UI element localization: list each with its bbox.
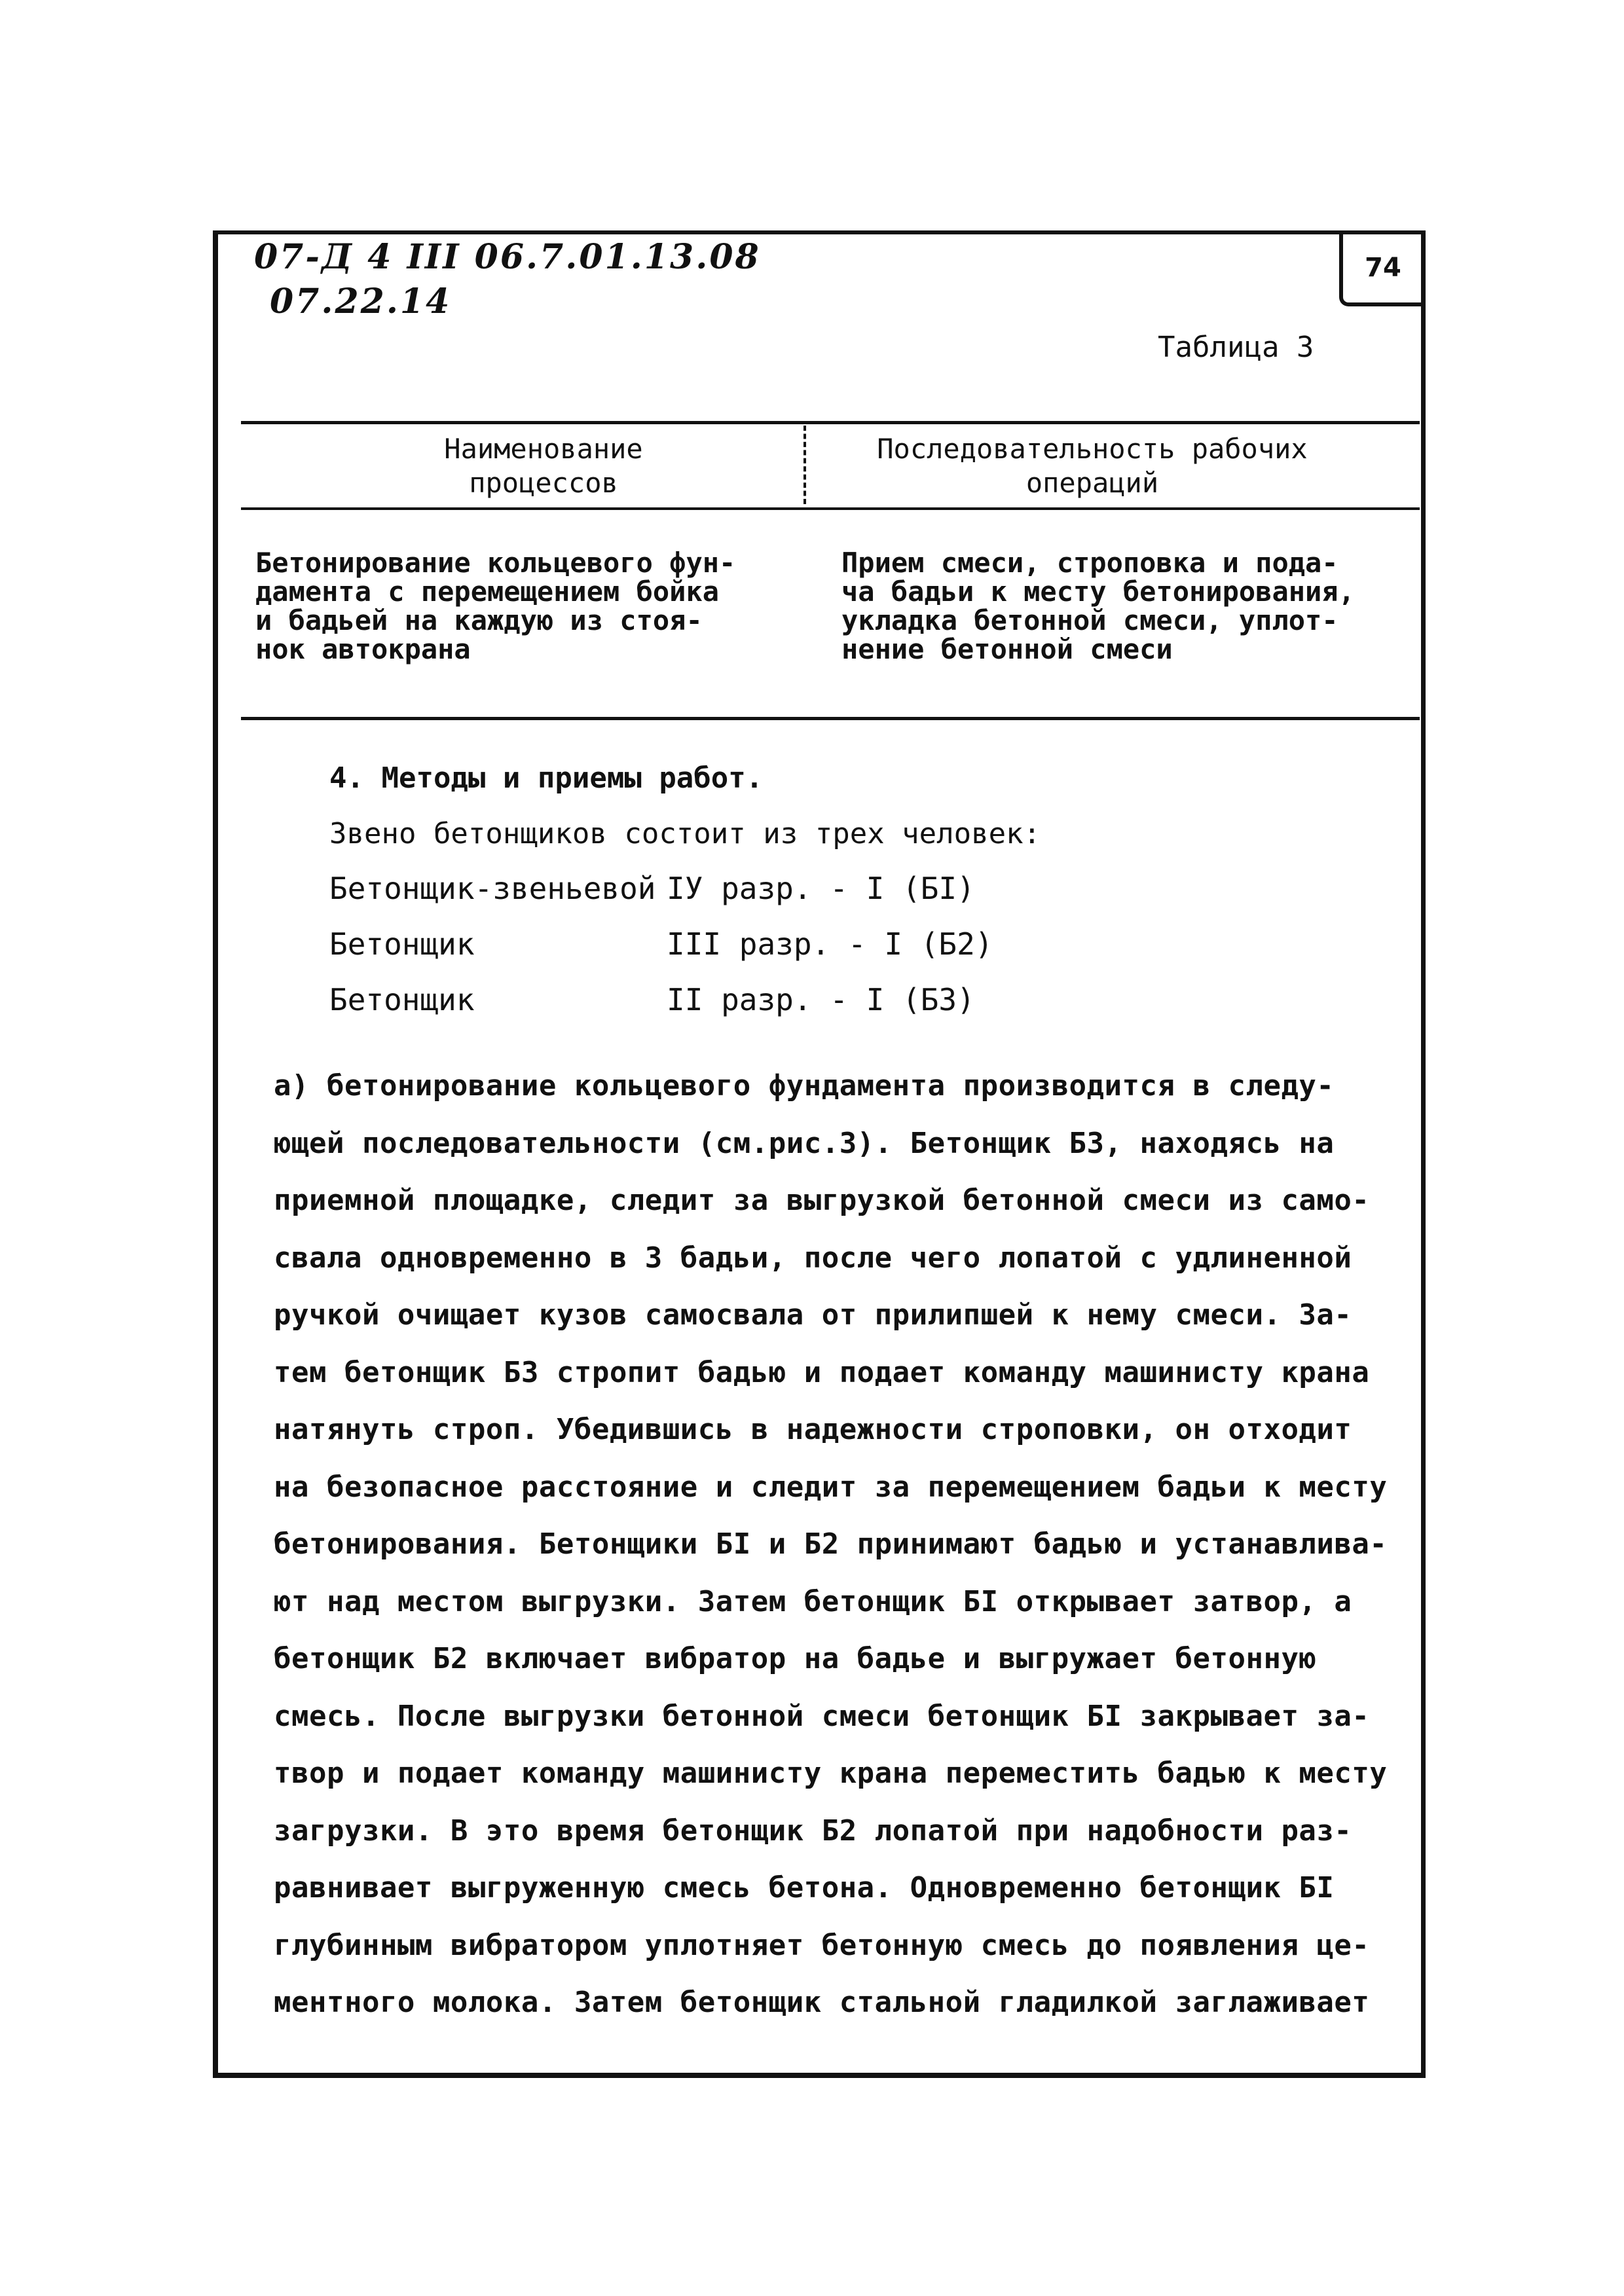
body-line: ручкой очищает кузов самосвала от прилипшей к нему смеси. За- (274, 1298, 1352, 1332)
section-heading: 4. Методы и приемы работ. (329, 761, 764, 795)
body-line: глубинным вибратором уплотняет бетонную смесь до появления це- (274, 1928, 1370, 1962)
body-paragraph (274, 1057, 1393, 2032)
table-label: Таблица 3 (1158, 331, 1314, 364)
body-line: а) бетонирование кольцевого фундамента производится в следу- (274, 1069, 1335, 1102)
body-line: свала одновременно в 3 бадьи, после чего лопатой с удлиненной (274, 1241, 1352, 1275)
body-line: ют над местом выгрузки. Затем бетонщик БI открывает затвор, а (274, 1584, 1352, 1618)
body-line: тем бетонщик Б3 стропит бадью и подает команду машинисту крана (274, 1355, 1370, 1389)
body-line: ющей последовательности (см.рис.3). Бетонщик Б3, находясь на (274, 1126, 1335, 1160)
crew-rank: II разр. - I (Б3) (667, 982, 975, 1017)
body-line: бетонирования. Бетонщики БI и Б2 принимают бадью и устанавлива- (274, 1527, 1388, 1561)
crew-name: Бетонщик-звеньевой (329, 871, 656, 906)
table-header-rule (241, 507, 1420, 510)
column-divider (803, 426, 806, 504)
column-header-operations: Последовательность рабочих операций (877, 433, 1308, 499)
body-line: равнивает выгруженную смесь бетона. Одновременно бетонщик БI (274, 1871, 1335, 1904)
crew-name: Бетонщик (329, 982, 475, 1017)
body-line: бетонщик Б2 включает вибратор на бадье и выгружает бетонную (274, 1642, 1317, 1675)
column-header-process: Наименование процессов (444, 433, 643, 499)
body-line: натянуть строп. Убедившись в надежности строповки, он отходит (274, 1413, 1352, 1446)
body-line: на безопасное расстояние и следит за перемещением бадьи к месту (274, 1470, 1388, 1504)
page-number: 74 (1339, 233, 1423, 306)
crew-intro: Звено бетонщиков состоит из трех человек: (329, 817, 1041, 850)
table-cell-operations: Прием смеси, строповка и пода- ча бадьи к месту бетонирования, укладка бетонной смеси, уплот- нение бетонной смеси (841, 547, 1355, 665)
body-line: приемной площадке, следит за выгрузкой бетонной смеси из само- (274, 1184, 1370, 1217)
body-line: смесь. После выгрузки бетонной смеси бетонщик БI закрывает за- (274, 1699, 1370, 1733)
body-line: ментного молока. Затем бетонщик стальной гладилкой заглаживает (274, 1986, 1370, 2019)
body-line: твор и подает команду машинисту крана переместить бадью к месту (274, 1757, 1388, 1790)
document-code-line1: 07-Д 4 III 06.7.01.13.08 (254, 237, 761, 277)
crew-rank: IУ разр. - I (БI) (667, 871, 975, 906)
document-code-line2: 07.22.14 (270, 282, 452, 321)
table-cell-process: Бетонирование кольцевого фун- дамента с перемещением бойка и бадьей на каждую из стоя- нок автокрана (255, 547, 736, 665)
crew-name: Бетонщик (329, 926, 475, 962)
crew-rank: III разр. - I (Б2) (667, 926, 993, 962)
body-line: загрузки. В это время бетонщик Б2 лопатой при надобности раз- (274, 1813, 1352, 1848)
table-top-rule (241, 421, 1420, 424)
table-bottom-rule (241, 717, 1420, 720)
